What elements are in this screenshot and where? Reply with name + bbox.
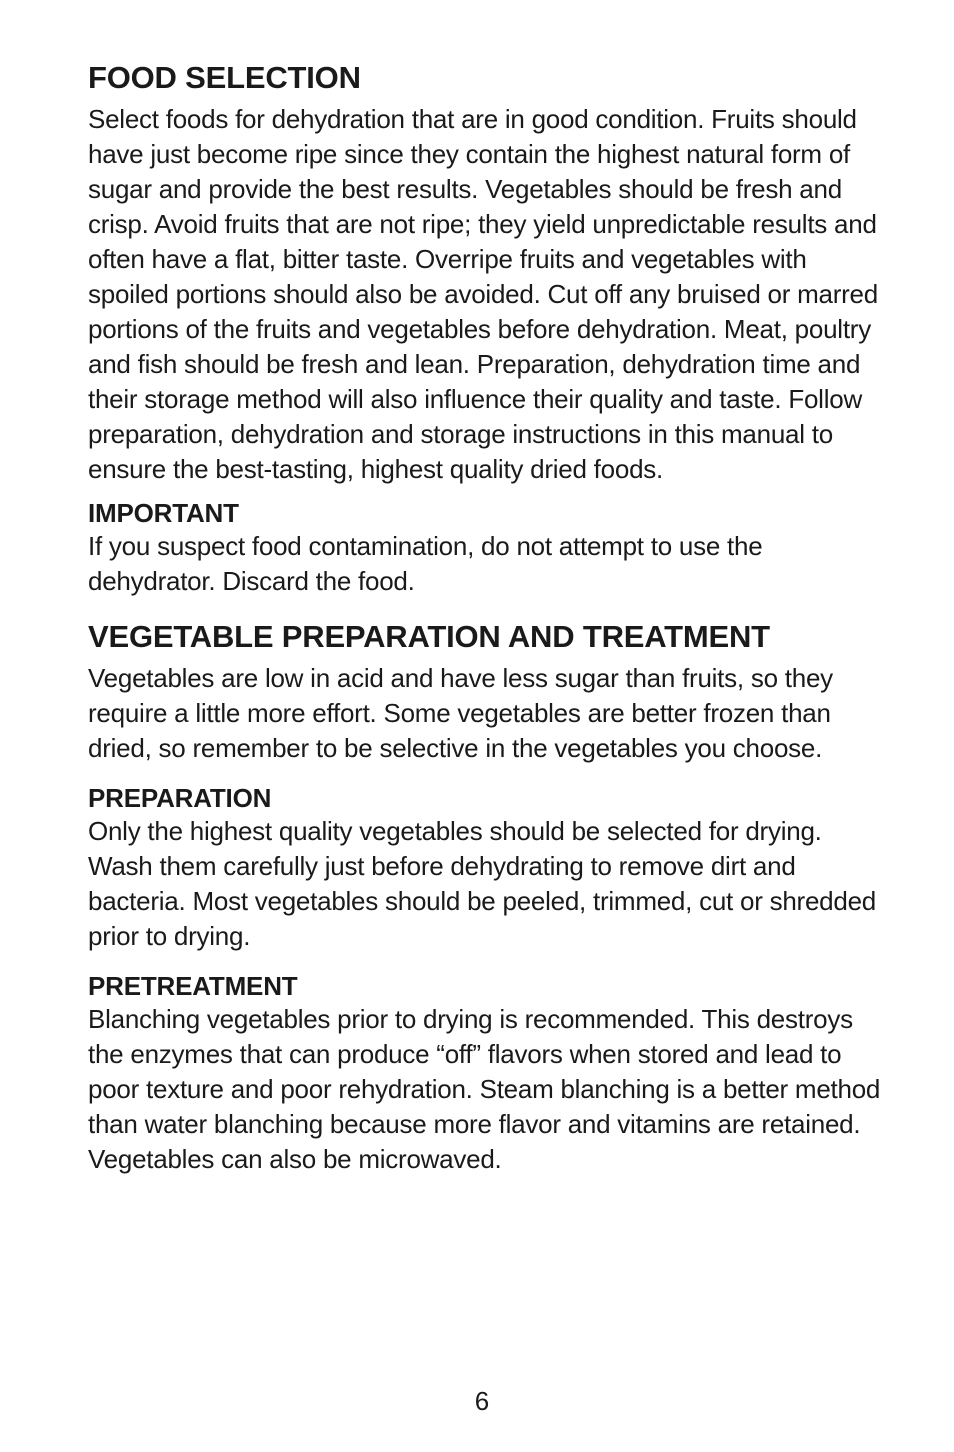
vegetable-preparation-body: Vegetables are low in acid and have less sugar than fruits, so they require a little more effort. Some vegetables are better frozen than dried, so remember to be selective in the vegetables you choose. — [88, 663, 833, 763]
important-section — [88, 497, 888, 599]
preparation-heading: PREPARATION — [88, 783, 272, 813]
vegetable-preparation-heading: VEGETABLE PREPARATION AND TREATMENT — [88, 619, 770, 654]
vegetable-preparation-section — [88, 617, 888, 766]
preparation-section — [88, 782, 888, 954]
pretreatment-section — [88, 970, 888, 1177]
food-selection-body: Select foods for dehydration that are in good condition. Fruits should have just become ripe since they contain the highest natural form of sugar and provide the best results. Vegetables should be fresh and crisp. Avoid fruits that are not ripe; they yield unpredictable results and often have a flat, bitter taste. Overripe fruits and vegetables with spoiled portions should also be avoided. Cut off any bruised or marred portions of the fruits and vegetables before dehydration. Meat, poultry and fish should be fresh and lean. Preparation, dehydration time and their storage method will also influence their quality and taste. Follow preparation, dehydration and storage instructions in this manual to ensure the best-tasting, highest quality dried foods. — [88, 104, 878, 484]
pretreatment-body: Blanching vegetables prior to drying is recommended. This destroys the enzymes that can produce “off” flavors when stored and lead to poor texture and poor rehydration. Steam blanching is a better method than water blanching because more flavor and vitamins are retained. Vegetables can also be microwaved. — [88, 1004, 881, 1174]
pretreatment-heading: PRETREATMENT — [88, 971, 298, 1001]
food-selection-heading: FOOD SELECTION — [88, 60, 361, 95]
preparation-body: Only the highest quality vegetables should be selected for drying. Wash them carefully just before dehydrating to remove dirt and bacteria. Most vegetables should be peeled, trimmed, cut or shredded prior to drying. — [88, 816, 877, 951]
manual-page — [88, 58, 888, 1177]
food-selection-section — [88, 58, 888, 487]
page-number: 6 — [474, 1386, 490, 1416]
important-heading: IMPORTANT — [88, 498, 239, 528]
important-body: If you suspect food contamination, do not attempt to use the dehydrator. Discard the food. — [88, 531, 763, 596]
